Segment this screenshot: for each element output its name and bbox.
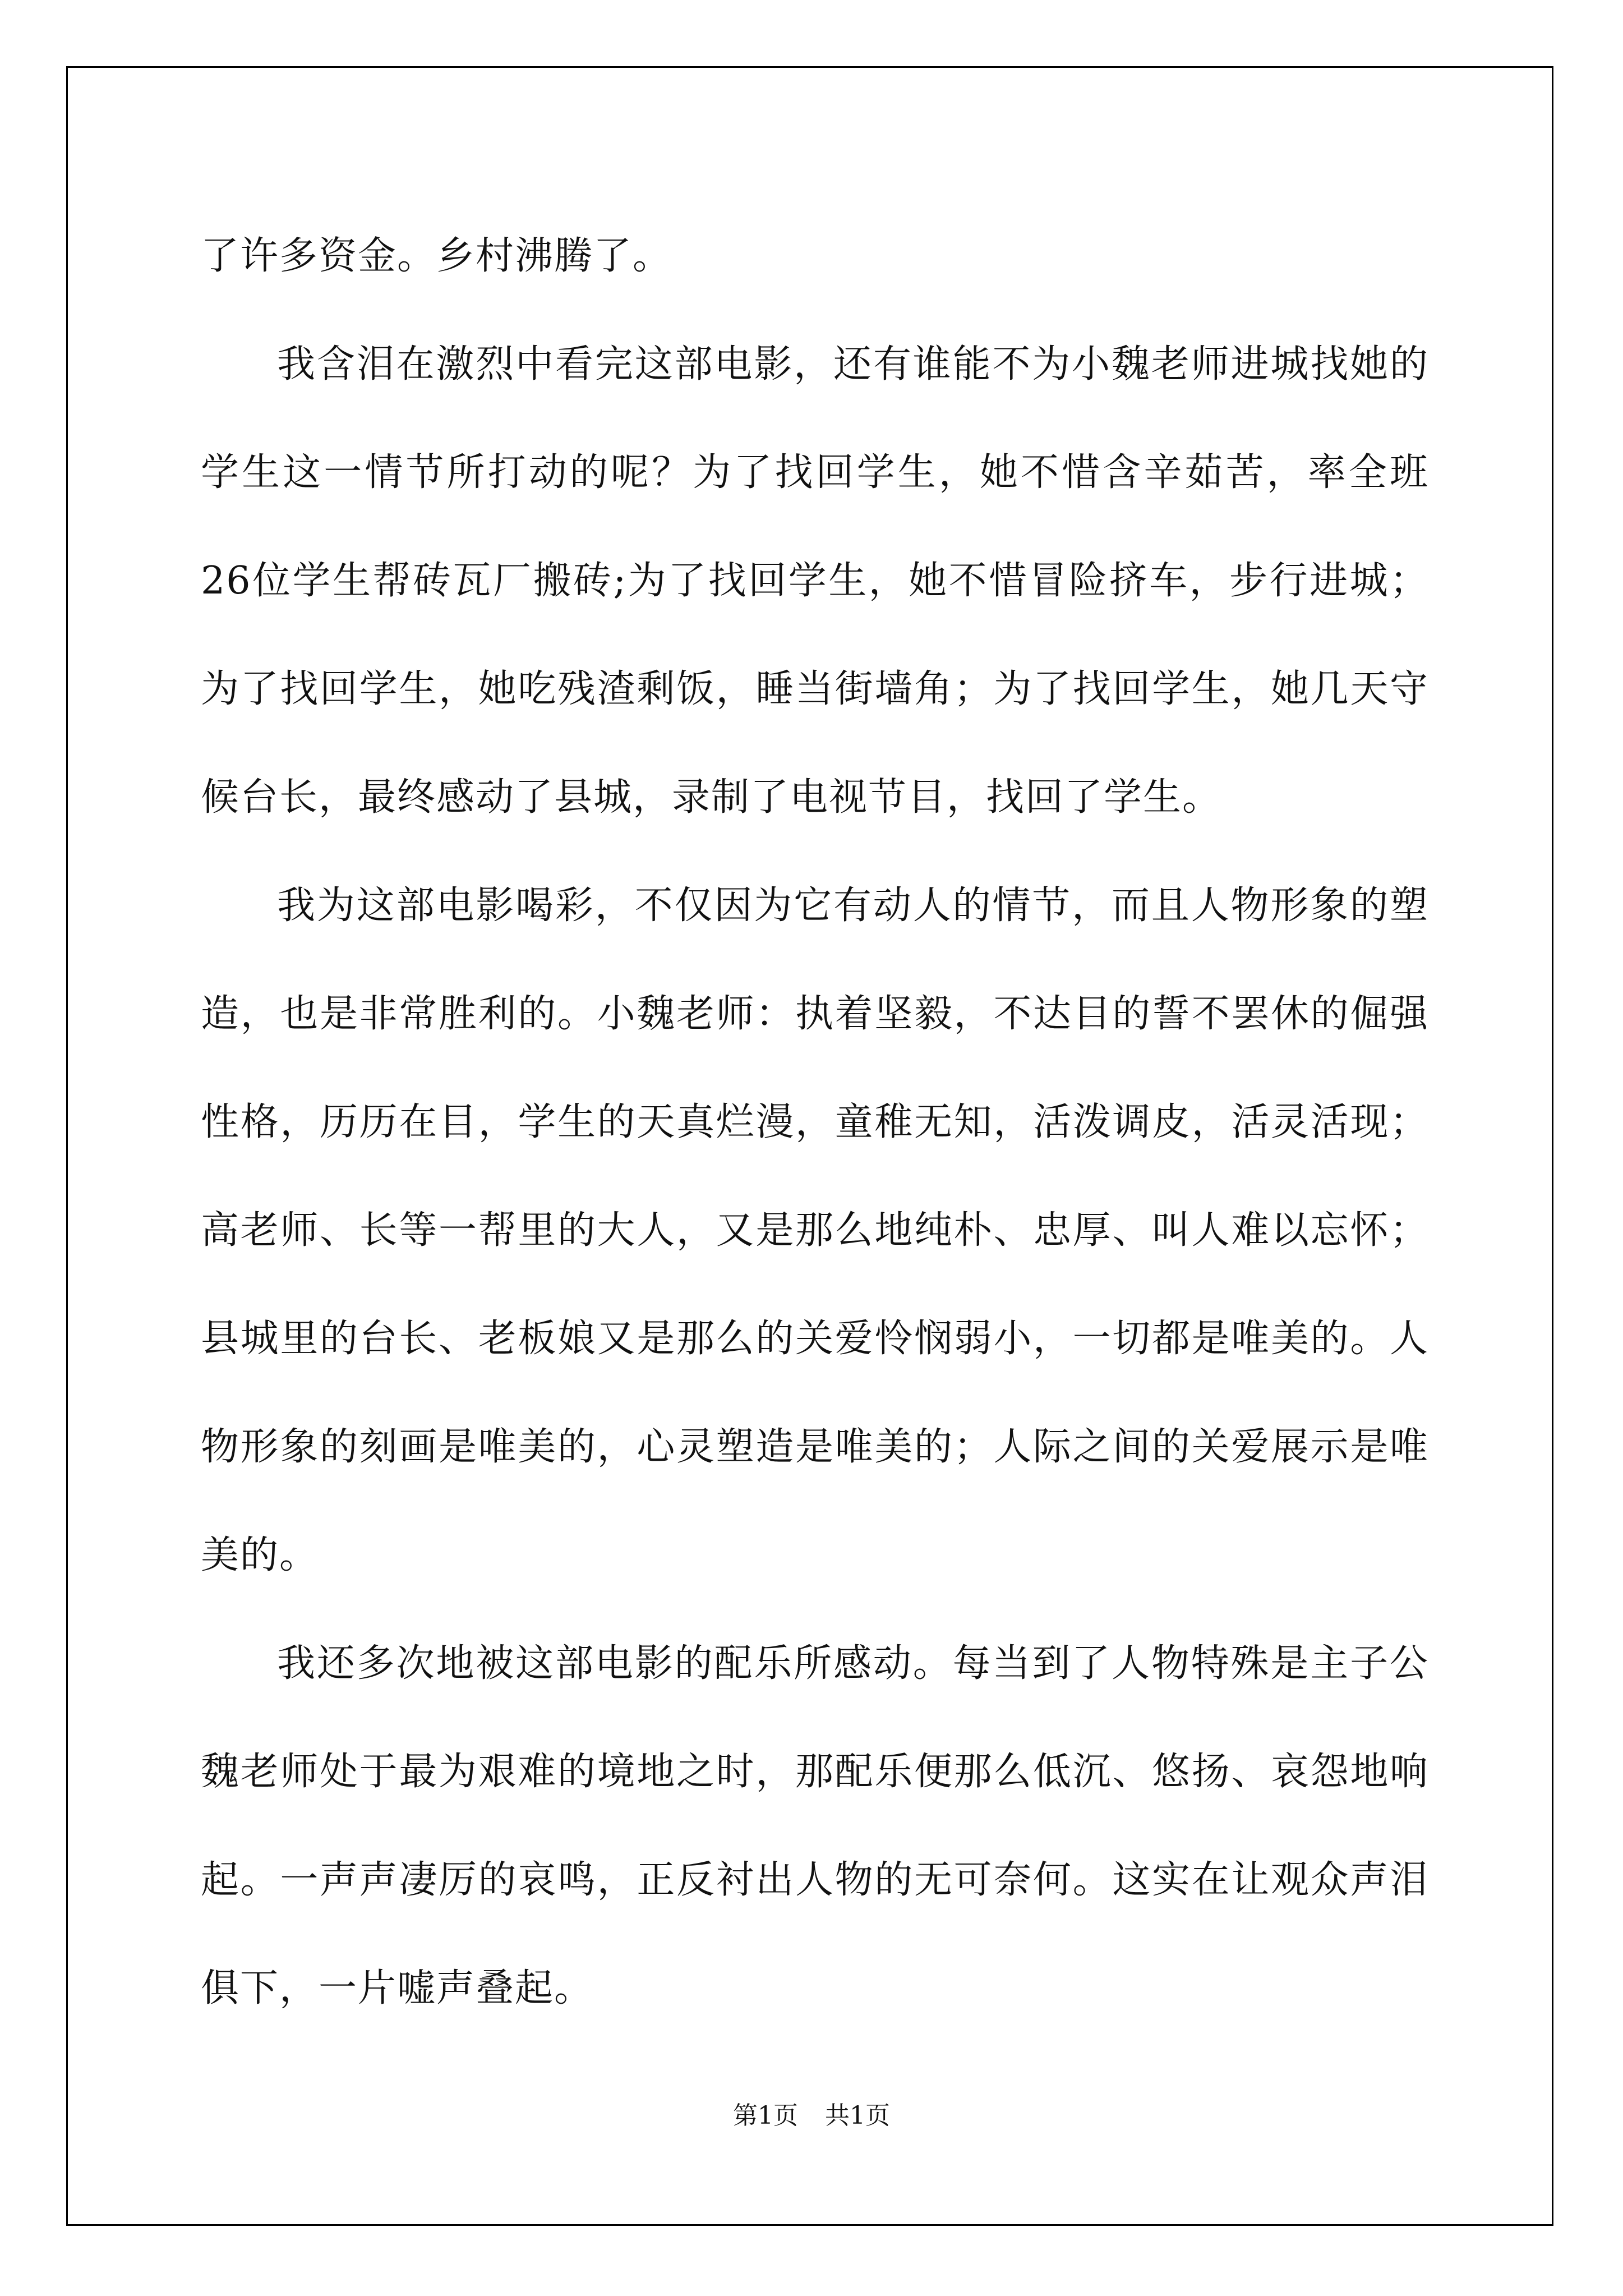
paragraph-1: 了许多资金。乡村沸腾了。 [201, 234, 672, 278]
page-total: 共1页 [825, 2101, 890, 2130]
paragraph-3: 我为这部电影喝彩，不仅因为它有动人的情节，而且人物形象的塑造，也是非常胜利的。小魏老师：执着坚毅，不达目的誓不罢休的倔强性格，历历在目，学生的天真烂漫，童稚无知，活泼调皮，活灵活现；高老师、长等一帮里的大人，又是那么地纯朴、忠厚、叫人难以忘怀；县城里的台长、老板娘又是那么的关爱怜悯弱小，一切都是唯美的。人物形象的刻画是唯美的，心灵塑造是唯美的；人际之间的关爱展示是唯美的。 [201, 884, 1429, 1577]
paragraph-4: 我还多次地被这部电影的配乐所感动。每当到了人物特殊是主子公魏老师处于最为艰难的境地之时，那配乐便那么低沉、悠扬、哀怨地响起。一声声凄厉的哀鸣，正反衬出人物的无可奈何。这实在让观众声泪俱下，一片嘘声叠起。 [201, 1641, 1429, 2010]
document-body [201, 202, 1429, 2042]
page-footer [0, 2095, 1623, 2131]
paragraph-2: 我含泪在激烈中看完这部电影，还有谁能不为小魏老师进城找她的学生这一情节所打动的呢？为了找回学生，她不惜含辛茹苦，率全班26位学生帮砖瓦厂搬砖;为了找回学生，她不惜冒险挤车，步行进城；为了找回学生，她吃残渣剩饭，睡当街墙角；为了找回学生，她几天守候台长，最终感动了县城，录制了电视节目，找回了学生。 [201, 342, 1429, 820]
page-number: 第1页 [733, 2101, 798, 2130]
